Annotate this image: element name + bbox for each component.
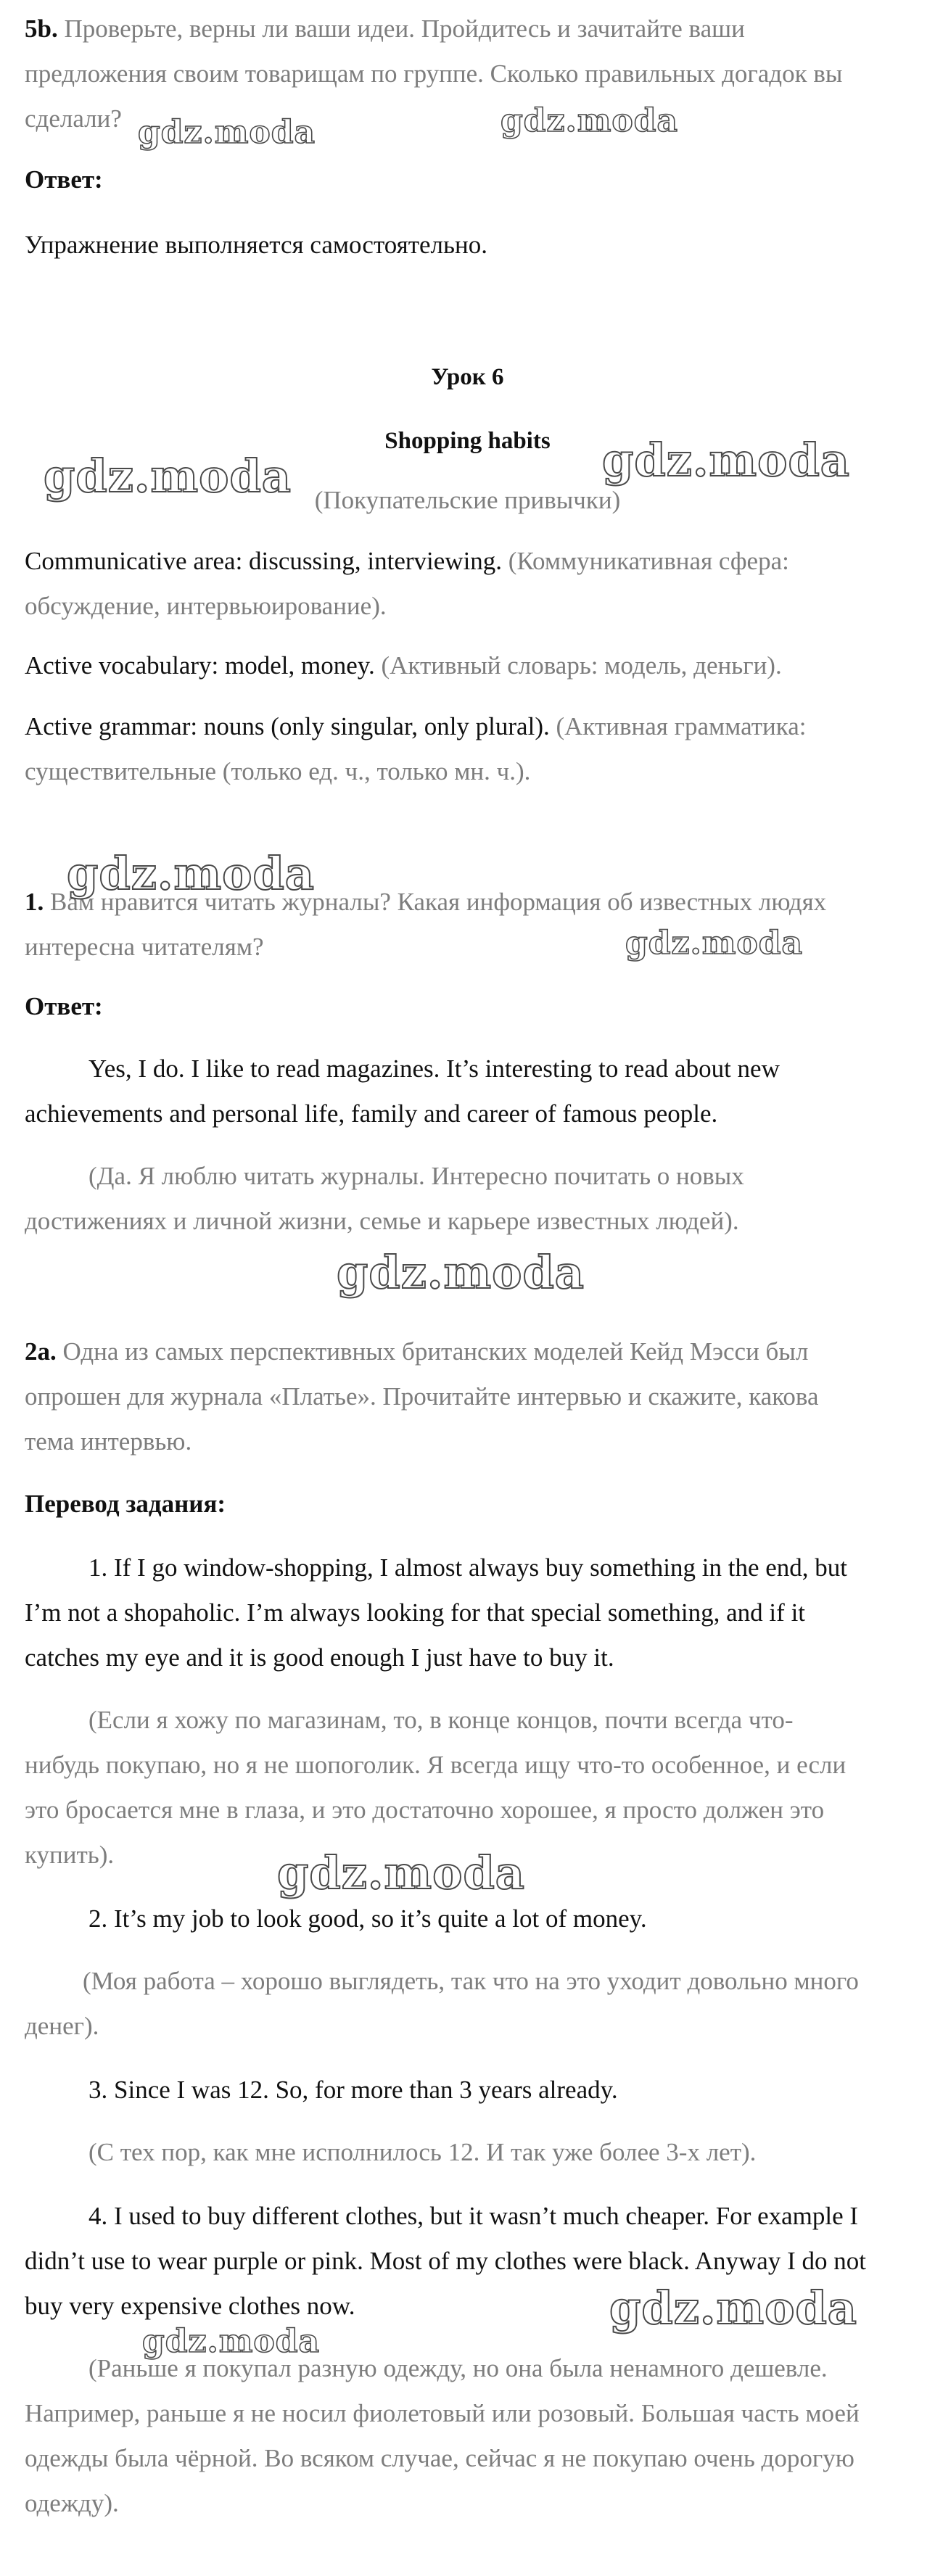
item3-en-line-1: 3. Since I was 12. So, for more than 3 years already. (88, 2076, 618, 2104)
ex2a-task-line-1: 2a. Одна из самых перспективных британских моделей Кейд Мэсси был (25, 1337, 809, 1366)
item1-ru-line-2: нибудь покупаю, но я не шопоголик. Я всегда ищу что-то особенное, и если (25, 1751, 847, 1779)
watermark: gdz.moda (44, 450, 292, 503)
item2-ru-line-2: денег). (25, 2012, 99, 2040)
watermark: gdz.moda (602, 434, 850, 487)
item1-ru-line-4: купить). (25, 1841, 115, 1869)
watermark: gdz.moda (609, 2282, 857, 2334)
ex5b-answer-text: Упражнение выполняется самостоятельно. (25, 231, 487, 259)
item1-en-line-3: catches my eye and it is good enough I just have to buy it. (25, 1643, 614, 1672)
ex5b-task-line-2: предложения своим товарищам по группе. Сколько правильных догадок вы (25, 59, 843, 88)
ex5b-number: 5b. (25, 15, 58, 43)
item1-ru-line-3: это бросается мне в глаза, и это достаточно хорошее, я просто должен это (25, 1796, 825, 1824)
communicative-area-line-2: обсуждение, интервьюирование). (25, 592, 387, 620)
active-grammar-line-2: существительные (только ед. ч., только мн. ч.). (25, 757, 531, 785)
ex1-answer-en-line-1: Yes, I do. I like to read magazines. It’s interesting to read about new (88, 1054, 780, 1083)
item4-ru-line-2: Например, раньше я не носил фиолетовый или розовый. Большая часть моей (25, 2399, 860, 2427)
watermark: gdz.moda (277, 1846, 525, 1899)
ex2a-task-line-3: тема интервью. (25, 1427, 192, 1456)
item4-en-line-2: didn’t use to wear purple or pink. Most of my clothes were black. Anyway I do not (25, 2247, 866, 2275)
item1-ru-line-1: (Если я хожу по магазинам, то, в конце концов, почти всегда что- (88, 1706, 794, 1734)
ex5b-task-line-3: сделали? (25, 104, 122, 133)
active-vocabulary-line: Active vocabulary: model, money. (Активный словарь: модель, деньги). (25, 651, 782, 680)
item4-en-line-1: 4. I used to buy different clothes, but it wasn’t much cheaper. For example I (88, 2202, 859, 2230)
ex1-number: 1. (25, 888, 44, 916)
ex1-task-line-2: интересна читателям? (25, 933, 264, 961)
item3-ru-line-1: (С тех пор, как мне исполнилось 12. И так уже более 3-х лет). (88, 2138, 757, 2166)
ex1-answer-label: Ответ: (25, 992, 103, 1020)
watermark: gdz.moda (337, 1246, 585, 1299)
watermark: gdz.moda (625, 925, 804, 962)
item4-ru-line-4: одежду). (25, 2489, 119, 2517)
ex1-answer-ru-line-1: (Да. Я люблю читать журналы. Интересно почитать о новых (88, 1162, 744, 1190)
ex2a-translation-label: Перевод задания: (25, 1490, 226, 1518)
lesson-title: Урок 6 (431, 364, 504, 390)
item2-en-line-1: 2. It’s my job to look good, so it’s quite a lot of money. (88, 1904, 647, 1933)
item4-ru-line-1: (Раньше я покупал разную одежду, но она была ненамного дешевле. (88, 2354, 828, 2382)
ex1-task-line-1: 1. Вам нравится читать журналы? Какая информация об известных людях (25, 888, 827, 916)
item1-en-line-2: I’m not a shopaholic. I’m always looking for that special something, and if it (25, 1598, 806, 1627)
active-grammar-line-1: Active grammar: nouns (only singular, only plural). (Активная грамматика: (25, 712, 807, 740)
item4-en-line-3: buy very expensive clothes now. (25, 2292, 355, 2320)
ex5b-task-line-1: 5b. Проверьте, верны ли ваши идеи. Пройдитесь и зачитайте ваши (25, 15, 745, 43)
item4-ru-line-3: одежды была чёрной. Во всяком случае, сейчас я не покупаю очень дорогую (25, 2444, 854, 2472)
item2-ru-line-1: (Моя работа – хорошо выглядеть, так что на это уходит довольно много (83, 1967, 859, 1995)
watermark: gdz.moda (67, 847, 315, 900)
watermark: gdz.moda (138, 114, 316, 151)
item1-en-line-1: 1. If I go window-shopping, I almost always buy something in the end, but (88, 1553, 847, 1582)
communicative-area-line-1: Communicative area: discussing, interviewing. (Коммуникативная сфера: (25, 547, 789, 575)
watermark: gdz.moda (142, 2323, 321, 2360)
ex2a-number: 2a. (25, 1337, 57, 1366)
lesson-subtitle: Shopping habits (384, 428, 551, 454)
ex5b-answer-label: Ответ: (25, 165, 103, 194)
ex1-answer-ru-line-2: достижениях и личной жизни, семье и карьере известных людей). (25, 1207, 739, 1235)
ex1-answer-en-line-2: achievements and personal life, family and career of famous people. (25, 1099, 718, 1128)
watermark: gdz.moda (501, 102, 679, 139)
lesson-subtitle-translation: (Покупательские привычки) (314, 486, 621, 514)
ex2a-task-line-2: опрошен для журнала «Платье». Прочитайте интервью и скажите, какова (25, 1382, 819, 1411)
